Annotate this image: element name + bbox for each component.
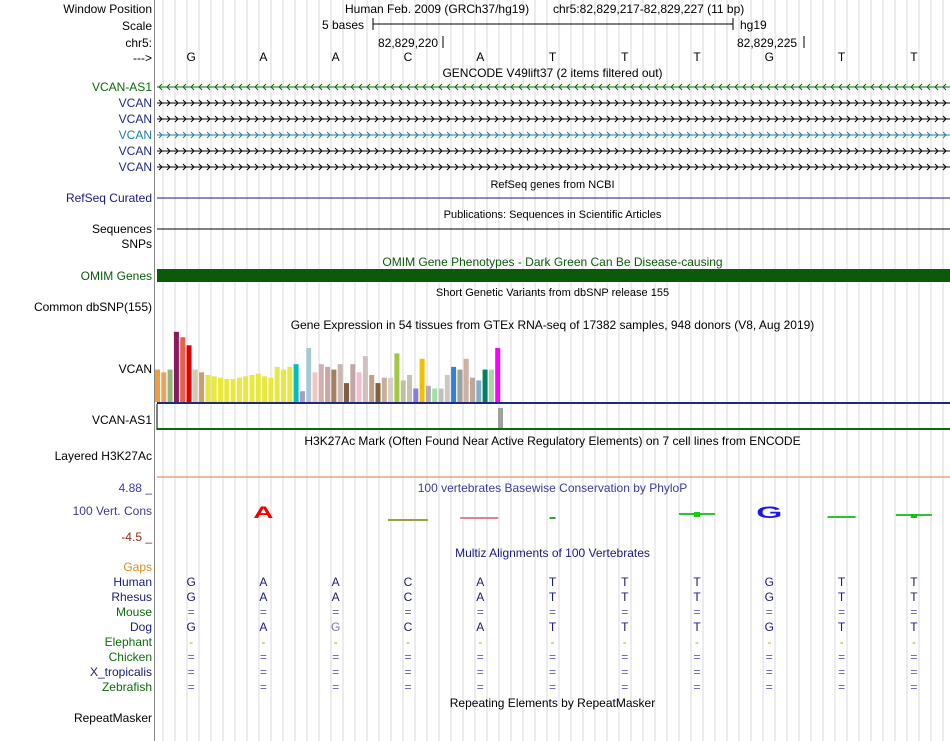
reference-base: T (693, 50, 701, 64)
omim-title: OMIM Gene Phenotypes - Dark Green Can Be Disease-causing (382, 255, 723, 269)
species-label-x_tropicalis[interactable]: X_tropicalis (89, 665, 152, 679)
gtex-vcan-bar (495, 348, 500, 402)
gtex-vcan-bar (199, 372, 204, 402)
alignment-base: = (476, 680, 484, 694)
cons-label[interactable]: 100 Vert. Cons (72, 504, 152, 518)
alignment-base: = (765, 650, 773, 664)
cons-max-label: 4.88 _ (118, 481, 152, 495)
gtex-vcan-bar (180, 337, 185, 402)
alignment-base: = (476, 605, 484, 619)
gtex-vcan-bar (313, 372, 318, 402)
gtex-vcan-bar (155, 370, 160, 402)
alignment-base: = (910, 680, 918, 694)
species-label-zebrafish[interactable]: Zebrafish (101, 680, 152, 694)
window-position-label: Window Position (63, 2, 152, 16)
alignment-base: = (187, 680, 195, 694)
reference-base: T (548, 50, 557, 64)
gtex-vcan-bar (338, 364, 343, 402)
repeatmasker-title: Repeating Elements by RepeatMasker (449, 696, 656, 710)
gtex-vcan-bar (275, 367, 280, 402)
gtex-vcan-bar (388, 378, 393, 402)
scale-text: 5 bases (322, 18, 365, 32)
alignment-base: A (476, 590, 485, 604)
reference-base: G (764, 50, 774, 64)
vcan-label-4[interactable]: VCAN (118, 144, 152, 158)
alignment-base: A (331, 575, 340, 589)
gtex-vcan-bar (306, 348, 311, 402)
scale-db: hg19 (740, 18, 767, 32)
alignment-base: T (548, 590, 557, 604)
vcan-as1-label[interactable]: VCAN-AS1 (91, 80, 152, 94)
phylop-letter-g: G (756, 502, 783, 522)
alignment-base: T (837, 575, 846, 589)
alignment-base: C (403, 575, 413, 589)
gtex-vcan-as1-bar (498, 408, 503, 428)
alignment-base: A (259, 590, 268, 604)
alignment-base: A (331, 590, 340, 604)
alignment-base: T (621, 620, 629, 634)
alignment-base: T (621, 575, 629, 589)
alignment-base: - (839, 635, 844, 649)
alignment-base: = (765, 605, 773, 619)
gtex-vcan-bar (476, 380, 481, 402)
reference-base: A (476, 50, 485, 64)
alignment-base: A (259, 620, 268, 634)
alignment-base: - (189, 635, 194, 649)
alignment-base: = (621, 680, 629, 694)
repeatmasker-label[interactable]: RepeatMasker (73, 711, 152, 725)
alignment-base: = (187, 665, 195, 679)
gtex-vcan-bar (420, 359, 425, 402)
phylop-mark (911, 514, 917, 518)
alignment-base: = (621, 665, 629, 679)
gtex-vcan-bar (231, 379, 236, 402)
gtex-title: Gene Expression in 54 tissues from GTEx RNA-seq of 17382 samples, 948 donors (V8, Aug 2019) (290, 318, 815, 332)
gtex-vcan-bar (331, 370, 336, 402)
gtex-vcan-bar (262, 376, 267, 402)
alignment-base: = (838, 665, 846, 679)
alignment-base: T (910, 590, 918, 604)
alignment-base: A (476, 620, 485, 634)
alignment-base: T (910, 620, 918, 634)
alignment-base: = (404, 650, 412, 664)
phylop-mark (550, 517, 556, 519)
alignment-base: - (405, 635, 410, 649)
alignment-base: T (621, 590, 629, 604)
alignment-base: - (911, 635, 916, 649)
reference-base: A (331, 50, 340, 64)
gtex-vcan-bar (212, 376, 217, 402)
reference-base: C (403, 50, 413, 64)
alignment-base: = (259, 605, 267, 619)
alignment-base: G (186, 575, 196, 589)
species-label-mouse[interactable]: Mouse (115, 605, 152, 619)
alignment-base: = (187, 650, 195, 664)
alignment-base: = (404, 605, 412, 619)
gtex-vcan-bar (319, 364, 324, 402)
gtex-vcan-bar (237, 378, 242, 402)
strand-label: ---> (133, 51, 152, 65)
alignment-base: T (693, 575, 701, 589)
gtex-vcan-bar (483, 370, 488, 402)
alignment-base: = (765, 665, 773, 679)
alignment-base: - (333, 635, 338, 649)
alignment-base: - (478, 635, 483, 649)
gtex-vcan-bar (439, 389, 444, 403)
alignment-base: - (695, 635, 700, 649)
reference-base: T (837, 50, 846, 64)
vcan-label-3[interactable]: VCAN (118, 128, 152, 142)
alignment-base: - (622, 635, 627, 649)
phylop-mark (828, 516, 856, 518)
gtex-vcan-bar (413, 389, 418, 403)
multiz-title: Multiz Alignments of 100 Vertebrates (455, 546, 650, 560)
alignment-base: = (404, 680, 412, 694)
alignment-base: = (838, 650, 846, 664)
refseq-label[interactable]: RefSeq Curated (65, 191, 152, 205)
phylop-title: 100 vertebrates Basewise Conservation by PhyloP (417, 481, 688, 495)
alignment-base: G (331, 620, 341, 634)
alignment-base: = (332, 650, 340, 664)
reference-base: T (910, 50, 918, 64)
alignment-base: = (838, 605, 846, 619)
browser-track-area[interactable] (155, 0, 950, 741)
alignment-base: = (910, 650, 918, 664)
phylop-letter-a: A (253, 502, 274, 522)
alignment-base: = (621, 650, 629, 664)
gtex-vcan-bar (218, 378, 223, 402)
alignment-base: = (259, 680, 267, 694)
alignment-base: = (693, 665, 701, 679)
species-label-human[interactable]: Human (113, 575, 152, 589)
coord-right: 82,829,225 (737, 36, 798, 50)
alignment-base: T (910, 575, 918, 589)
gaps-label[interactable]: Gaps (123, 560, 152, 574)
gtex-vcan-bar (457, 370, 462, 402)
gtex-vcan-bar (363, 356, 368, 402)
alignment-base: = (838, 680, 846, 694)
sequences-label[interactable]: Sequences (91, 222, 152, 236)
gtex-vcan-bar (401, 380, 406, 402)
alignment-base: A (476, 575, 485, 589)
gtex-vcan-bar (451, 367, 456, 402)
alignment-base: C (403, 590, 413, 604)
alignment-base: T (693, 590, 701, 604)
reference-base: A (259, 50, 268, 64)
alignment-base: T (837, 590, 846, 604)
assembly-text: Human Feb. 2009 (GRCh37/hg19) (345, 2, 530, 16)
alignment-base: = (548, 665, 556, 679)
phylop-mark (460, 517, 498, 519)
species-label-dog[interactable]: Dog (129, 620, 152, 634)
species-label-elephant[interactable]: Elephant (104, 635, 152, 649)
vcan-label-5[interactable]: VCAN (118, 160, 152, 174)
alignment-base: = (404, 665, 412, 679)
alignment-base: T (837, 620, 846, 634)
alignment-base: G (764, 620, 774, 634)
gtex-vcan-bar (205, 375, 210, 402)
reference-base: T (621, 50, 629, 64)
alignment-base: C (403, 620, 413, 634)
gtex-vcan-bar (161, 372, 166, 402)
alignment-base: = (910, 605, 918, 619)
alignment-base: = (332, 605, 340, 619)
alignment-base: = (476, 665, 484, 679)
alignment-base: = (259, 650, 267, 664)
position-text: chr5:82,829,217-82,829,227 (11 bp) (553, 2, 745, 16)
refseq-title: RefSeq genes from NCBI (490, 179, 615, 191)
gtex-vcan-label[interactable]: VCAN (118, 362, 152, 376)
gtex-vcan-bar (243, 376, 248, 402)
dbsnp-label[interactable]: Common dbSNP(155) (33, 300, 152, 314)
gtex-vcan-bar (287, 367, 292, 402)
omim-label[interactable]: OMIM Genes (80, 269, 152, 283)
phylop-mark (388, 519, 428, 521)
alignment-base: G (764, 590, 774, 604)
coord-left: 82,829,220 (378, 36, 439, 50)
alignment-base: G (186, 590, 196, 604)
alignment-base: T (548, 620, 557, 634)
gtex-vcan-bar (470, 378, 475, 402)
alignment-base: G (764, 575, 774, 589)
h3k27ac-label[interactable]: Layered H3K27Ac (54, 449, 152, 463)
alignment-base: G (186, 620, 196, 634)
gtex-vcan-bar (174, 332, 179, 402)
gtex-vcan-bar (489, 370, 494, 402)
alignment-base: = (910, 665, 918, 679)
gtex-vcan-bar (250, 375, 255, 402)
gtex-vcan-bar (224, 379, 229, 402)
vcan-label-2[interactable]: VCAN (118, 112, 152, 126)
scale-label: Scale (121, 19, 152, 33)
gtex-vcan-bar (394, 353, 399, 402)
chrom-label: chr5: (125, 36, 152, 50)
snps-label[interactable]: SNPs (121, 237, 152, 251)
gtex-vcan-bar (407, 375, 412, 402)
alignment-base: T (693, 620, 701, 634)
alignment-base: = (332, 665, 340, 679)
publications-title: Publications: Sequences in Scientific Articles (443, 209, 662, 221)
alignment-base: T (548, 575, 557, 589)
reference-base: G (186, 50, 196, 64)
gtex-vcan-bar (300, 391, 305, 402)
alignment-base: = (548, 680, 556, 694)
cons-min-label: -4.5 _ (121, 530, 152, 544)
alignment-base: = (693, 650, 701, 664)
gtex-vcan-bar (193, 370, 198, 402)
alignment-base: = (693, 605, 701, 619)
alignment-base: - (767, 635, 772, 649)
gtex-vcan-bar (369, 375, 374, 402)
gtex-vcan-bar (256, 374, 261, 402)
gtex-vcan-bar (382, 378, 387, 402)
gtex-vcan-bar (350, 364, 355, 402)
phylop-mark (694, 512, 700, 517)
alignment-base: A (259, 575, 268, 589)
gencode-title: GENCODE V49lift37 (2 items filtered out) (442, 66, 663, 80)
species-label-rhesus[interactable]: Rhesus (111, 590, 152, 604)
omim-feature (157, 269, 950, 282)
gtex-vcan-bar (268, 378, 273, 402)
vcan-label-1[interactable]: VCAN (118, 96, 152, 110)
gtex-vcan-bar (445, 375, 450, 402)
alignment-base: - (550, 635, 555, 649)
alignment-base: = (548, 605, 556, 619)
alignment-base: = (259, 665, 267, 679)
alignment-base: = (765, 680, 773, 694)
alignment-base: = (621, 605, 629, 619)
alignment-base: = (187, 605, 195, 619)
gtex-vcan-bar (344, 383, 349, 402)
gtex-vcan-bar (432, 389, 437, 403)
gtex-vcan-bar (294, 364, 299, 402)
gtex-vcan-bar (426, 386, 431, 402)
gtex-vcan-bar (325, 367, 330, 402)
gtex-vcan-bar (281, 370, 286, 402)
species-label-chicken[interactable]: Chicken (108, 650, 152, 664)
gtex-vcan-bar (168, 370, 173, 402)
dbsnp-title: Short Genetic Variants from dbSNP release 155 (435, 287, 670, 299)
alignment-base: = (476, 650, 484, 664)
gtex-vcan-bar (376, 383, 381, 402)
gtex-vcan-bar (187, 345, 192, 402)
alignment-base: - (261, 635, 266, 649)
track-labels (0, 0, 152, 741)
gtex-vcan-bar (464, 359, 469, 402)
h3k27ac-title: H3K27Ac Mark (Often Found Near Active Regulatory Elements) on 7 cell lines from ENCODE (304, 434, 801, 448)
gtex-vcan-as1-label[interactable]: VCAN-AS1 (91, 413, 152, 427)
alignment-base: = (693, 680, 701, 694)
alignment-base: = (332, 680, 340, 694)
gtex-vcan-bar (357, 372, 362, 402)
alignment-base: = (548, 650, 556, 664)
